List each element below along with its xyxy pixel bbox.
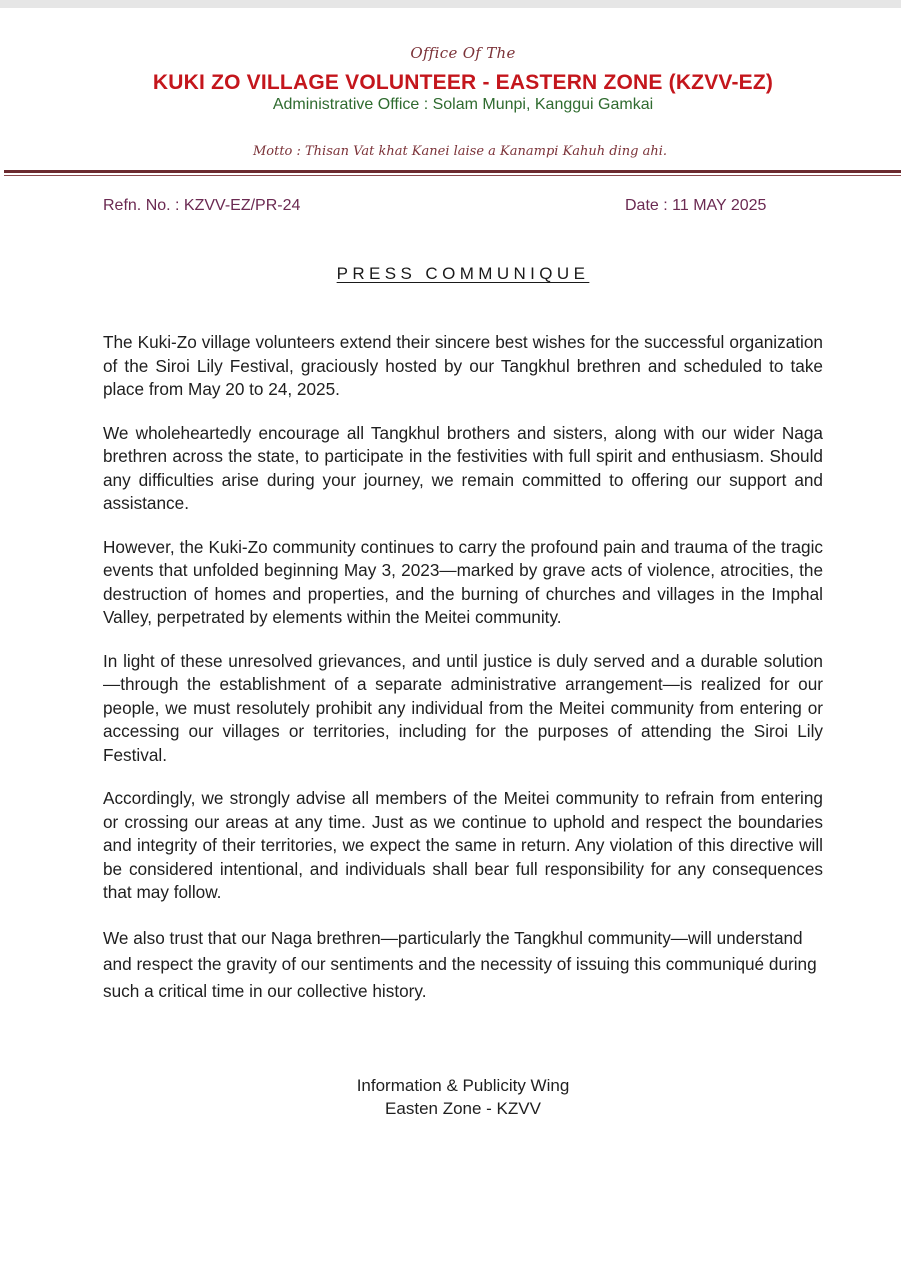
motto: Motto : Thisan Vat khat Kanei laise a Kanampi Kahuh ding ahi. xyxy=(252,144,668,159)
administrative-office: Administrative Office : Solam Munpi, Kanggui Gamkai xyxy=(272,96,654,113)
organization-name: KUKI ZO VILLAGE VOLUNTEER - EASTERN ZONE (KZVV-EZ) xyxy=(152,71,774,94)
signature-block xyxy=(0,1074,901,1120)
reference-number: Refn. No. : KZVV-EZ/PR-24 xyxy=(103,197,301,214)
communique-body xyxy=(103,331,823,1024)
document-heading: PRESS COMMUNIQUE xyxy=(336,264,590,283)
office-of-label: Office Of The xyxy=(410,44,516,62)
top-band xyxy=(0,0,901,8)
paragraph: However, the Kuki-Zo community continues to carry the profound pain and trauma of the tragic events that unfolded beginning May 3, 2023—marked by grave acts of violence, atrocities, the destruction of homes and properties, and the burning of churches and villages in the Imphal Valley, perpetrated by elements within the Meitei community. xyxy=(103,536,823,627)
document-date: Date : 11 MAY 2025 xyxy=(625,197,767,214)
header-divider xyxy=(4,170,901,173)
header-divider-thin xyxy=(4,175,901,176)
paragraph: Accordingly, we strongly advise all members of the Meitei community to refrain from entering or crossing our areas at any time. Just as we continue to uphold and respect the boundaries and integrity of their territories, we expect the same in return. Any violation of this directive will be considered intentional, and individuals shall bear full responsibility for any consequences that may follow. xyxy=(103,788,823,902)
paragraph: We also trust that our Naga brethren—particularly the Tangkhul community—will understand and respect the gravity of our sentiments and the necessity of issuing this communiqué during such a critical time in our collective history. xyxy=(103,927,817,1001)
signature-wing: Information & Publicity Wing xyxy=(356,1076,570,1095)
paragraph: We wholeheartedly encourage all Tangkhul brothers and sisters, along with our wider Naga brethren across the state, to participate in the festivities with full spirit and enthusiasm. Should any difficulties arise during your journey, we remain committed to offering our support and assistance. xyxy=(103,422,823,513)
paragraph: The Kuki-Zo village volunteers extend their sincere best wishes for the successful organization of the Siroi Lily Festival, graciously hosted by our Tangkhul brethren and scheduled to take place from May 20 to 24, 2025. xyxy=(103,332,823,399)
signature-zone: Easten Zone - KZVV xyxy=(385,1099,541,1118)
paragraph: In light of these unresolved grievances, and until justice is duly served and a durable solution—through the establishment of a separate administrative arrangement—is realized for our people, we must resolutely prohibit any individual from the Meitei community from entering or accessing our villages or territories, including for the purposes of attending the Siroi Lily Festival. xyxy=(103,650,823,765)
